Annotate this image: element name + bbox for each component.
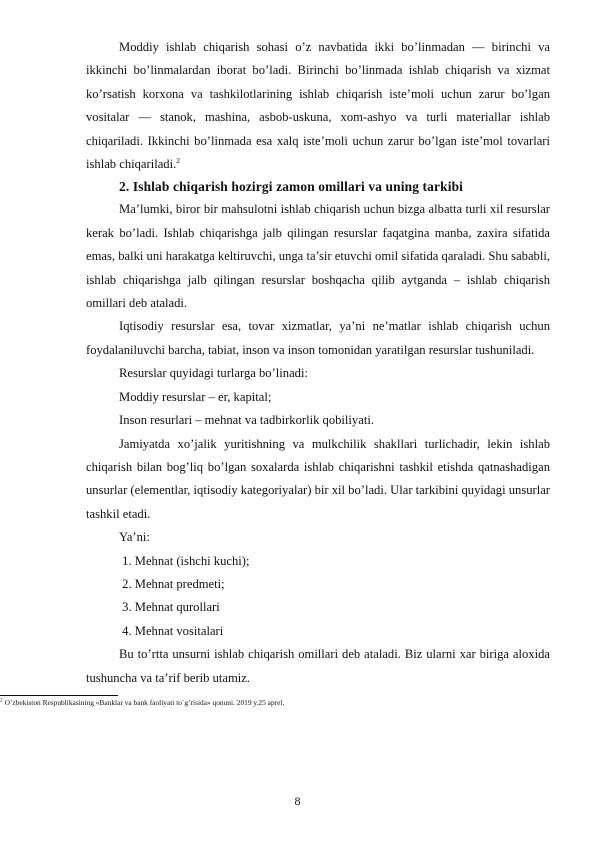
paragraph-material-resources: Moddiy resurslar – er, kapital; bbox=[119, 389, 272, 404]
list-item: 4. Mehnat vositalari bbox=[119, 623, 224, 638]
list-item: 2. Mehnat predmeti; bbox=[119, 576, 225, 591]
footnote-number: 2 bbox=[0, 697, 3, 704]
paragraph-namely: Ya’ni: bbox=[119, 530, 150, 545]
paragraph-resource-types: Resurslar quyidagi turlarga bo’linadi: bbox=[119, 366, 308, 381]
paragraph-conclusion: Bu to’rtta unsurni ishlab chiqarish omillari deb ataladi. Biz ularni xar biriga aloxida tushuncha va ta’rif berib utamiz. bbox=[86, 647, 550, 685]
list-item: 3. Mehnat qurollari bbox=[119, 600, 220, 615]
paragraph-human-resources: Inson resurlari – mehnat va tadbirkorlik qobiliyati. bbox=[119, 413, 374, 428]
paragraph-production-subdivisions: Moddiy ishlab chiqarish sohasi o’z navbatida ikki bo’linmadan — birinchi va ikkinchi bo’linmalardan iborat bo’ladi. Birinchi bo’linmada ishlab chiqarish va xizmat ko’rsatish korxona va tashkilotlarining ishlab chiqarish iste’moli uchun zarur bo’lgan vositalar — stanok, mashina, asbob-uskuna, xom-ashyo va turli materiallar ishlab chiqariladi. Ikkinchi bo’linmada esa xalq iste’moli uchun zarur bo’lgan iste’mol tovarlari ishlab chiqariladi.$^2$ bbox=[86, 40, 550, 172]
paragraph-economic-resources: Iqtisodiy resurslar esa, tovar xizmatlar, ya’ni ne’matlar ishlab chiqarish uchun foydalaniluvchi barcha, tabiat, inson va inson tomonidan yaratilgan resurslar tushuniladi. bbox=[86, 319, 550, 357]
footnote bbox=[0, 697, 550, 708]
document-page bbox=[0, 36, 550, 708]
footnote-divider bbox=[0, 695, 118, 696]
footnote-text: O’zbekiston Respublikasining «Banklar va bank faoliyati to`g’risida» qonuni. 2019 y.25 aprel. bbox=[2, 697, 285, 707]
paragraph-resources: Ma’lumki, biror bir mahsulotni ishlab chiqarish uchun bizga albatta turli xil resurslar kerak bo’ladi. Ishlab chiqarishga jalb qilingan resurslar faqatgina manba, zaxira sifatida emas, balki uni harakatga keltiruvchi, unga ta’sir etuvchi omil sifatida qaraladi. Shu sababli, ishlab chiqarishga jalb qilingan resurslar boshqacha qilib aytganda – ishlab chiqarish omillari deb ataladi. bbox=[86, 202, 550, 311]
page-number: 8 bbox=[294, 794, 301, 808]
section-heading: 2. Ishlab chiqarish hozirgi zamon omillari va uning tarkibi bbox=[119, 179, 464, 195]
footnote-ref: 2 bbox=[176, 155, 180, 165]
list-item: 1. Mehnat (ishchi kuchi); bbox=[119, 553, 250, 568]
paragraph-elements: Jamiyatda xo’jalik yuritishning va mulkchilik shakllari turlichadir, lekin ishlab chiqarish bilan bog’liq bo’lgan soxalarda ishlab chiqarishni tashkil etishda qatnashadigan unsurlar (elementlar, iqtisodiy kategoriyalar) bir xil bo’ladi. Ular tarkibini quyidagi unsurlar tashkil etadi. bbox=[86, 436, 550, 521]
